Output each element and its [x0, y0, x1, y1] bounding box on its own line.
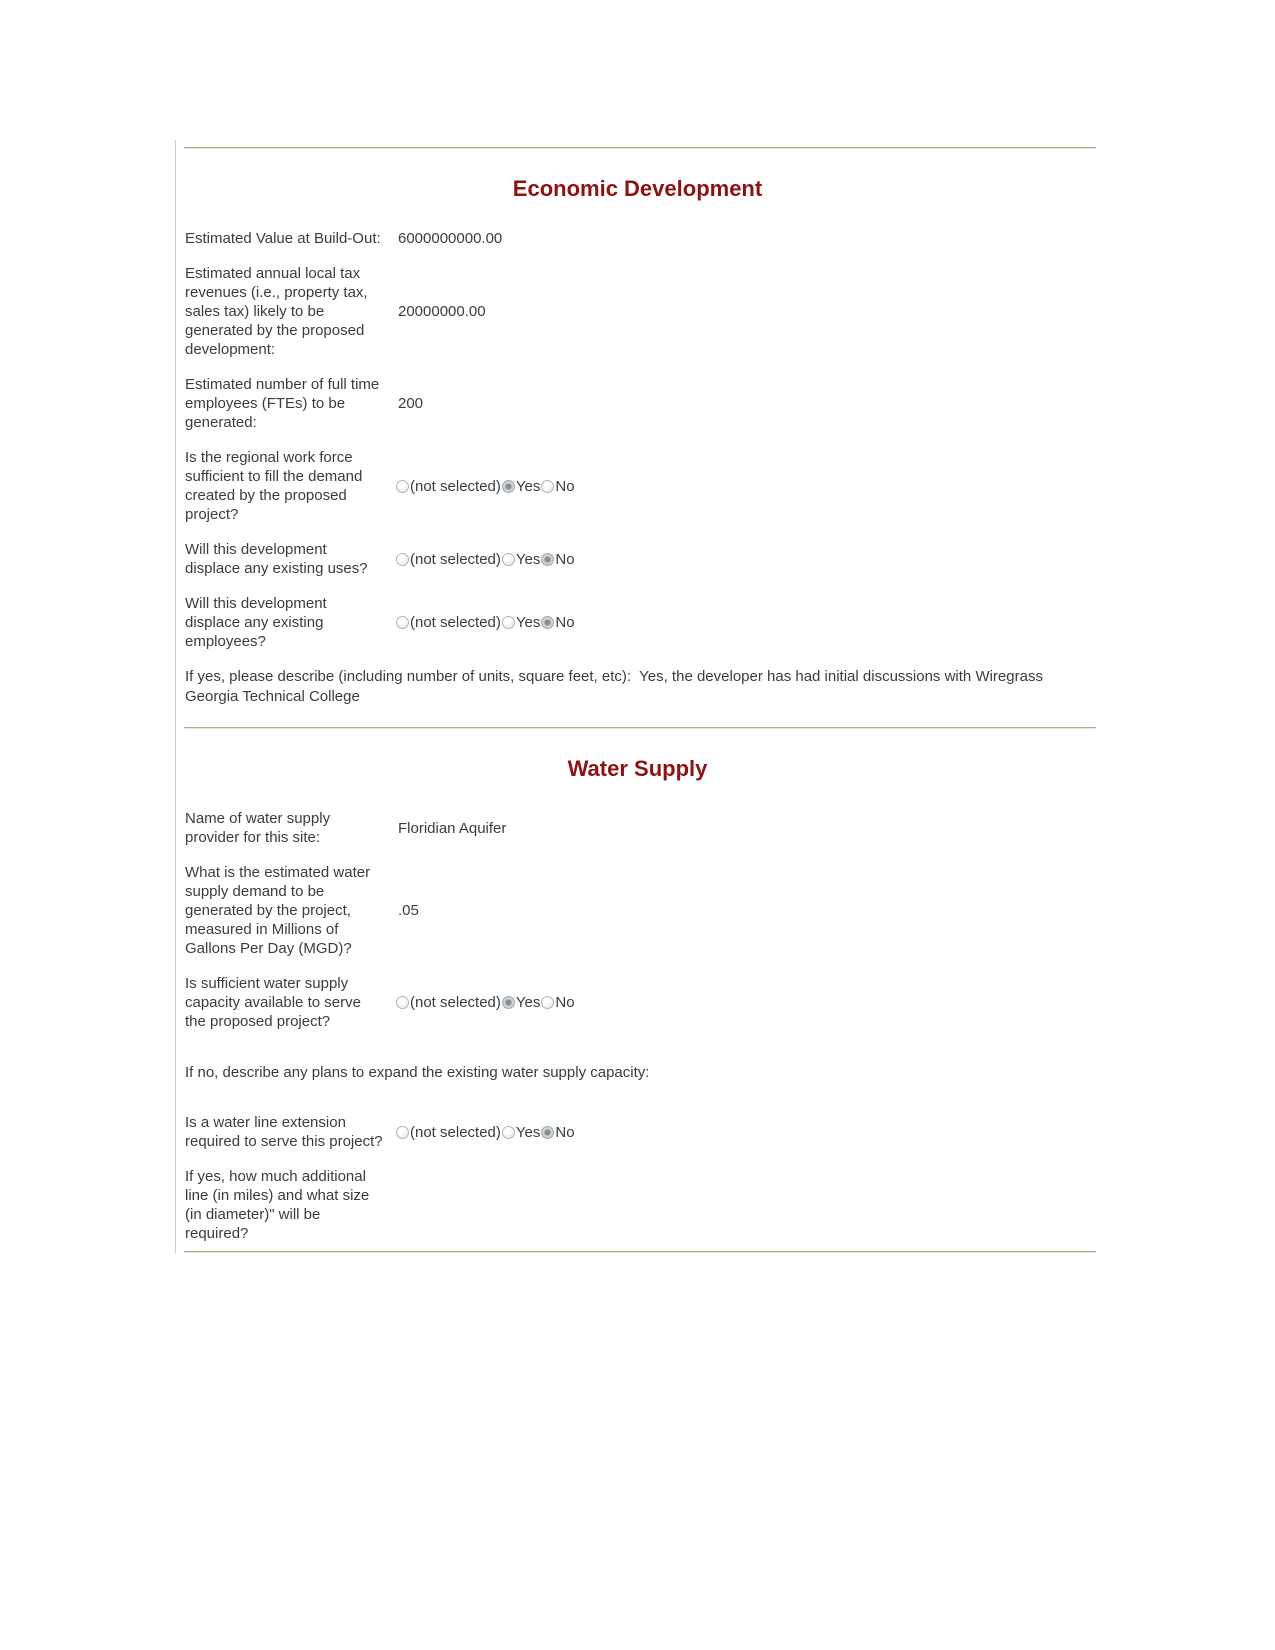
form-row — [185, 1167, 1090, 1243]
form-note: If no, describe any plans to expand the existing water supply capacity: — [185, 1064, 650, 1081]
radio-option-not-selected — [396, 613, 502, 632]
form-row — [185, 974, 1090, 1031]
form-row — [185, 540, 1090, 578]
radio-option-label: (not selected) — [410, 477, 501, 495]
radio-option-no — [541, 1123, 575, 1142]
section-divider — [184, 147, 1096, 149]
form-section — [176, 176, 1096, 707]
form-row — [185, 229, 1090, 248]
field-value: Floridian Aquifer — [398, 819, 507, 837]
radio-yes[interactable] — [502, 480, 515, 493]
field-label: If yes, how much additional line (in miles) and what size (in diameter)" will be required? — [185, 1168, 370, 1242]
radio-group — [396, 550, 576, 569]
radio-option-not-selected — [396, 1123, 502, 1142]
radio-option-label: No — [555, 1123, 575, 1141]
field-value: 200 — [398, 395, 424, 412]
form-row — [185, 863, 1090, 958]
radio-option-label: Yes — [515, 550, 541, 568]
radio-option-yes — [502, 1123, 541, 1142]
radio-option-yes — [502, 613, 541, 632]
field-label: Is a water line extension required to serve this project? — [185, 1114, 383, 1150]
radio-not-selected[interactable] — [396, 480, 409, 493]
field-label: Will this development displace any existing uses? — [185, 541, 368, 577]
radio-not-selected[interactable] — [396, 1126, 409, 1139]
radio-yes[interactable] — [502, 616, 515, 629]
radio-option-no — [541, 993, 575, 1012]
radio-option-not-selected — [396, 550, 502, 569]
radio-option-not-selected — [396, 993, 502, 1012]
radio-group — [396, 993, 576, 1012]
form-row — [185, 264, 1090, 359]
radio-yes[interactable] — [502, 553, 515, 566]
radio-option-label: No — [555, 550, 575, 568]
form-section — [176, 756, 1096, 1243]
radio-not-selected[interactable] — [396, 996, 409, 1009]
radio-option-label: No — [555, 994, 575, 1011]
radio-option-label: (not selected) — [410, 614, 501, 631]
radio-yes[interactable] — [502, 1126, 515, 1139]
radio-option-not-selected — [396, 477, 502, 496]
radio-option-label: Yes — [515, 994, 541, 1011]
form-row — [185, 448, 1090, 524]
radio-option-label: (not selected) — [410, 994, 501, 1011]
radio-option-yes — [502, 477, 541, 496]
field-label: Estimated annual local tax revenues (i.e., property tax, sales tax) likely to be generated by the proposed development: — [185, 265, 368, 358]
form-row — [185, 1113, 1090, 1151]
field-label: Estimated number of full time employees (FTEs) to be generated: — [185, 376, 380, 431]
radio-option-yes — [502, 993, 541, 1012]
field-value: .05 — [398, 902, 419, 919]
radio-option-label: Yes — [515, 614, 541, 631]
form-row — [185, 375, 1090, 432]
radio-yes[interactable] — [502, 996, 515, 1009]
radio-option-label: (not selected) — [410, 1123, 501, 1141]
radio-option-yes — [502, 550, 541, 569]
section-title: Water Supply — [567, 756, 708, 781]
radio-no[interactable] — [541, 480, 554, 493]
form-content — [175, 140, 1096, 1253]
field-label: Name of water supply provider for this site: — [185, 810, 331, 846]
radio-option-label: Yes — [515, 477, 541, 495]
section-divider — [184, 1251, 1096, 1253]
radio-not-selected[interactable] — [396, 616, 409, 629]
section-divider — [184, 727, 1096, 729]
section-title: Economic Development — [512, 176, 763, 201]
field-label: What is the estimated water supply demand to be generated by the project, measured in Millions of Gallons Per Day (MGD)? — [185, 864, 371, 957]
radio-no[interactable] — [541, 616, 554, 629]
form-note: If yes, please describe (including number of units, square feet, etc): Yes, the developer has had initial discussions with Wiregrass Georgia Technical College — [185, 668, 1048, 705]
radio-option-label: Yes — [515, 1123, 541, 1141]
field-label: Estimated Value at Build-Out: — [185, 230, 381, 247]
radio-not-selected[interactable] — [396, 553, 409, 566]
radio-no[interactable] — [541, 1126, 554, 1139]
radio-no[interactable] — [541, 553, 554, 566]
radio-option-no — [541, 550, 575, 569]
radio-group — [396, 477, 576, 496]
field-label: Is sufficient water supply capacity available to serve the proposed project? — [185, 975, 361, 1030]
radio-option-label: No — [555, 614, 575, 631]
radio-option-no — [541, 477, 575, 496]
radio-option-label: No — [555, 477, 575, 495]
field-value: 6000000000.00 — [398, 230, 503, 247]
field-label: Is the regional work force sufficient to fill the demand created by the proposed project? — [185, 449, 363, 523]
form-row — [185, 809, 1090, 847]
radio-no[interactable] — [541, 996, 554, 1009]
radio-option-label: (not selected) — [410, 550, 501, 568]
radio-group — [396, 1123, 576, 1142]
field-label: Will this development displace any existing employees? — [185, 595, 327, 650]
radio-group — [396, 613, 576, 632]
radio-option-no — [541, 613, 575, 632]
field-value: 20000000.00 — [398, 303, 486, 320]
form-row — [185, 594, 1090, 651]
